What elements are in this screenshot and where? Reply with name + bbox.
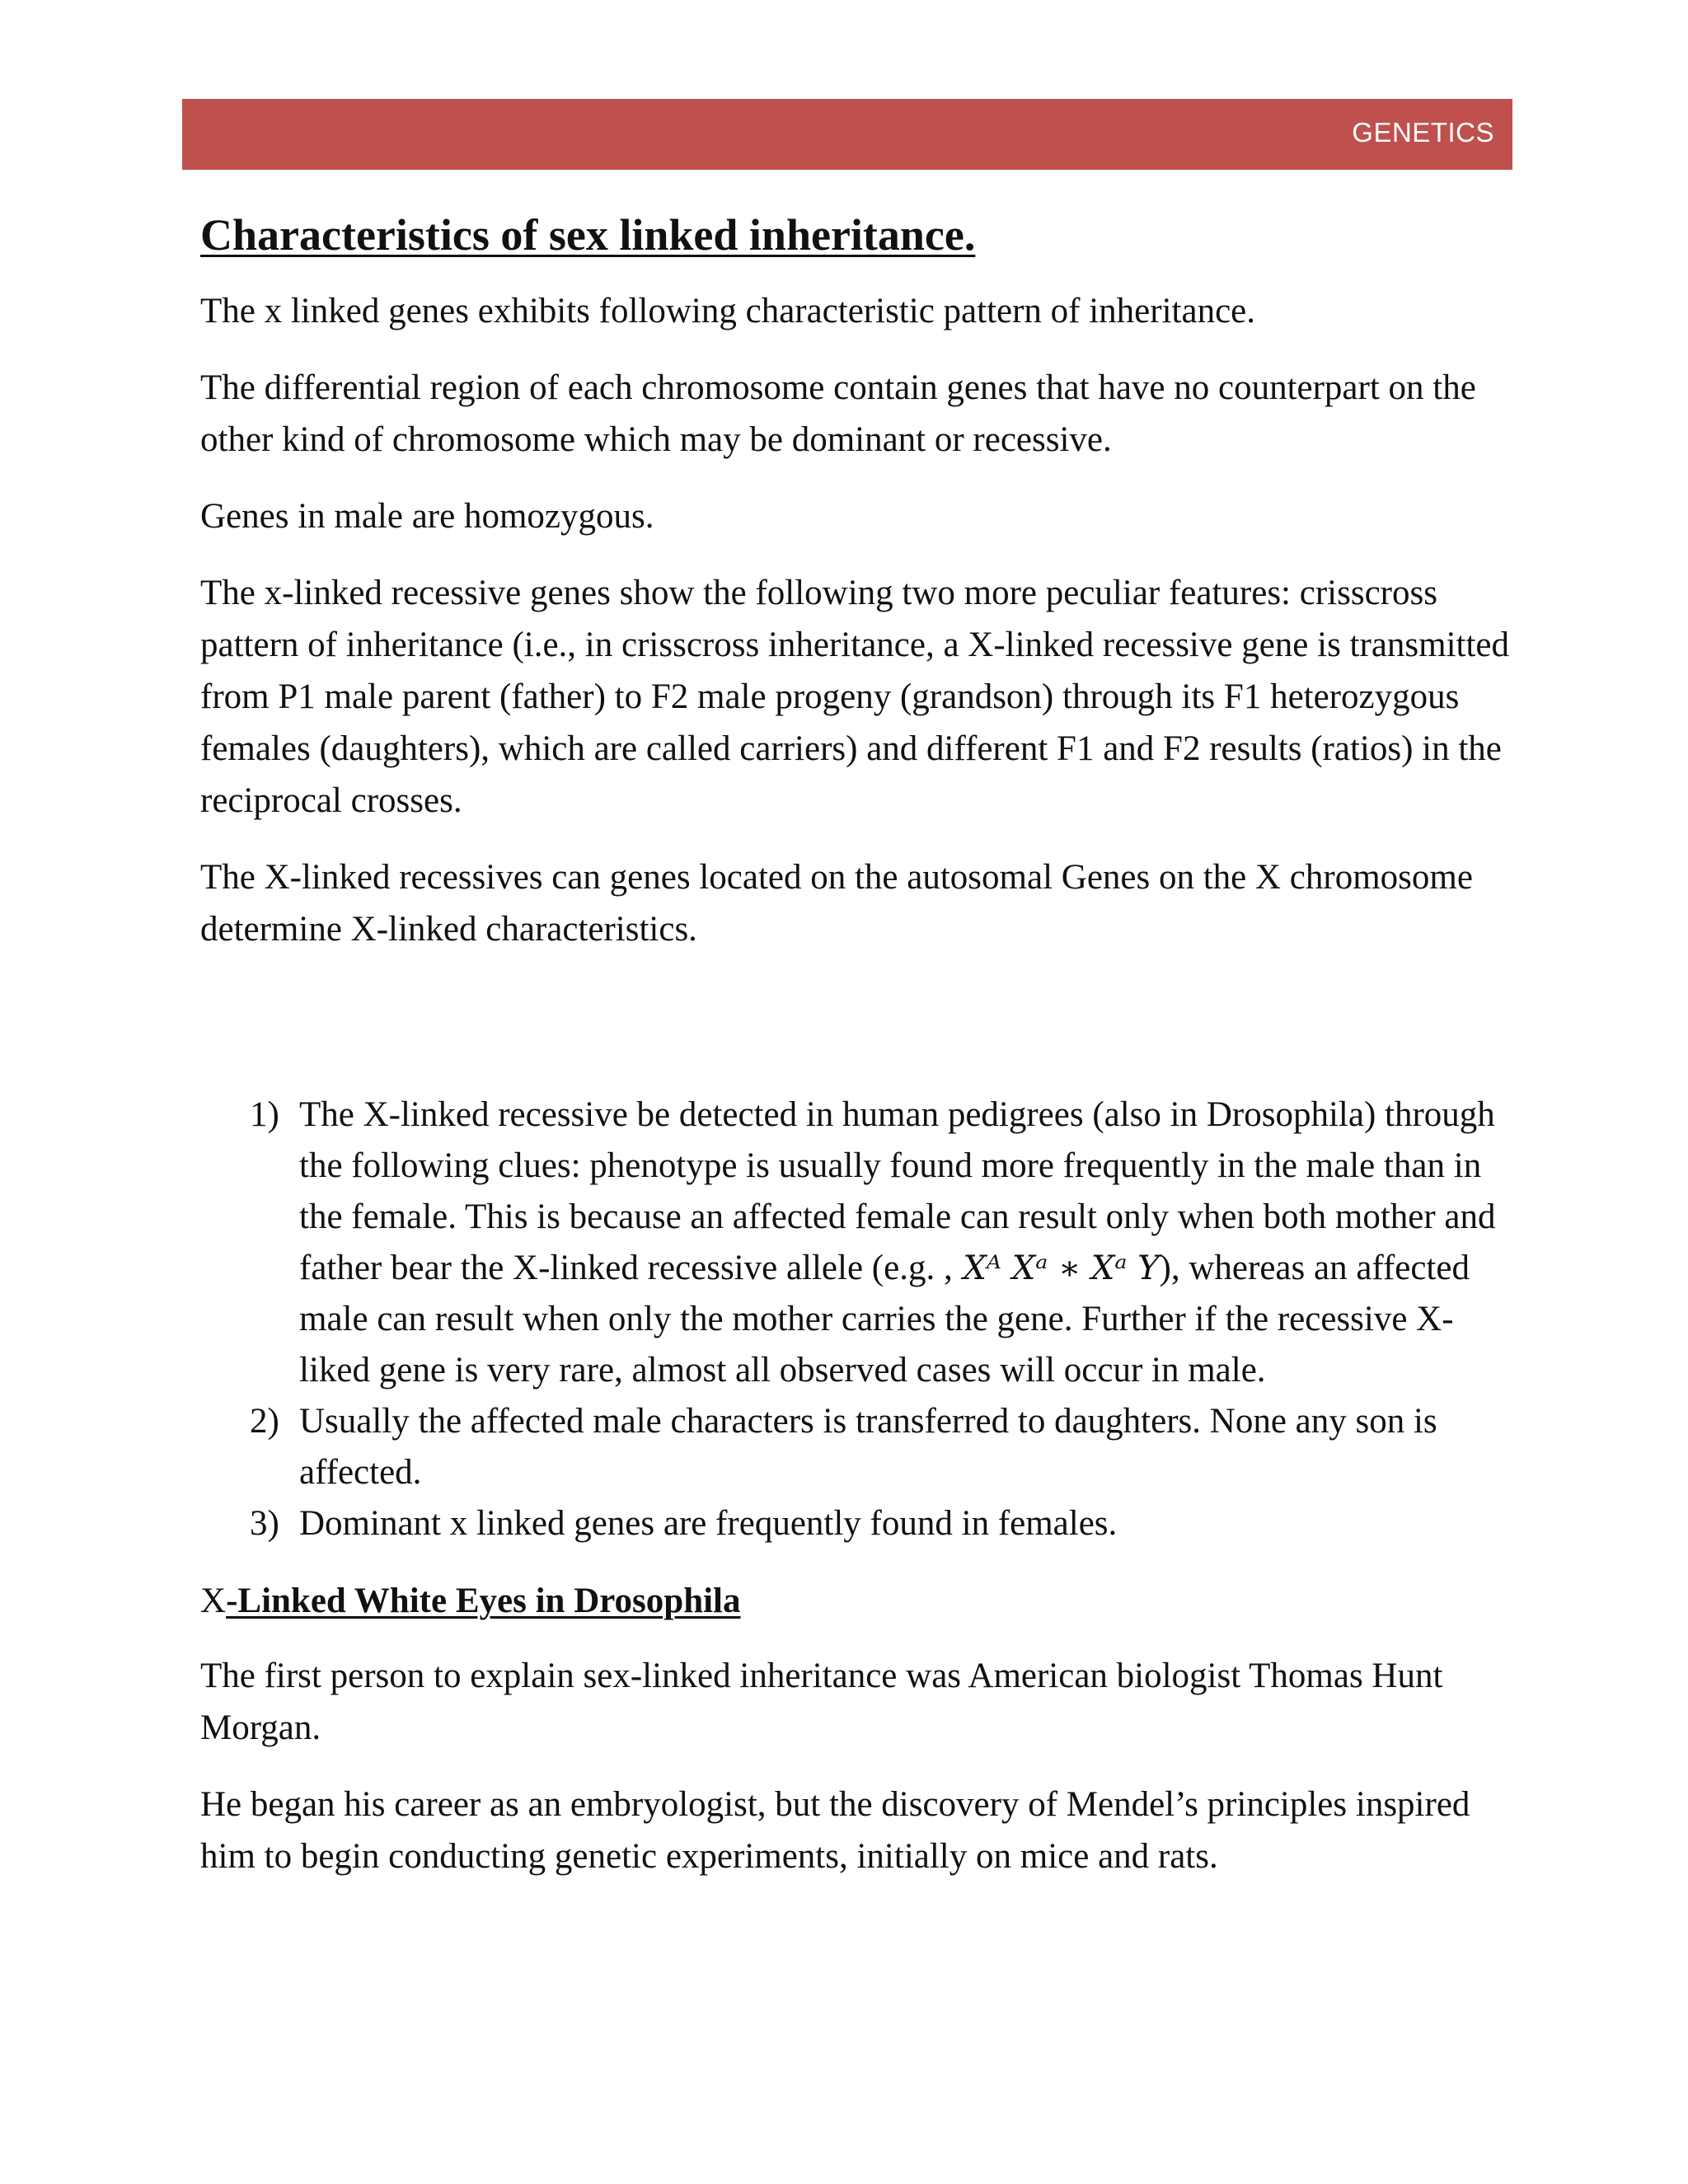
paragraph: The x linked genes exhibits following characteristic pattern of inheritance. bbox=[200, 292, 1255, 330]
section-heading-rest: -Linked White Eyes in Drosophila bbox=[226, 1582, 741, 1620]
paragraph: The x-linked recessive genes show the following two more peculiar features: crisscross pattern of inheritance (i.e., in crisscross inheritance, a X-linked recessive gene is transmitted from P1 male parent (father) to F2 male progeny (grandson) through its F1 heterozygous females (daughters), which are called carriers) and different F1 and F2 results (ratios) in the reciprocal crosses. bbox=[200, 574, 1510, 820]
page-title: Characteristics of sex linked inheritance. bbox=[200, 210, 976, 260]
paragraph: The first person to explain sex-linked inheritance was American biologist Thomas Hunt Morgan. bbox=[200, 1657, 1443, 1747]
paragraph: Genes in male are homozygous. bbox=[200, 497, 654, 536]
list-text: Dominant x linked genes are frequently found in females. bbox=[299, 1504, 1118, 1543]
document-body bbox=[200, 206, 1519, 1907]
list-item bbox=[200, 1090, 1519, 1396]
list-item bbox=[200, 1396, 1519, 1498]
list-text: Usually the affected male characters is transferred to daughters. None any son is affected. bbox=[299, 1402, 1437, 1492]
list-number: 2) bbox=[250, 1402, 279, 1441]
section-heading-first: X bbox=[200, 1582, 227, 1620]
list-number: 1) bbox=[250, 1095, 279, 1134]
section-heading bbox=[200, 1576, 1519, 1627]
paragraph: He began his career as an embryologist, but the discovery of Mendel’s principles inspired him to begin conducting genetic experiments, initially on mice and rats. bbox=[200, 1785, 1470, 1876]
math-expression: Xᴬ Xᵃ ∗ Xᵃ Y bbox=[952, 1249, 1160, 1287]
header-label: GENETICS bbox=[1352, 117, 1494, 148]
list-item bbox=[200, 1498, 1519, 1549]
spacer bbox=[200, 980, 1519, 1090]
list-number: 3) bbox=[250, 1504, 279, 1543]
paragraph: The X-linked recessives can genes located on the autosomal Genes on the X chromosome determine X-linked characteristics. bbox=[200, 858, 1473, 949]
header-band bbox=[182, 99, 1512, 170]
list-text: ), whereas an affected male can result when only the mother carries the gene. Further if the recessive X-liked gene is very rare, almost all observed cases will occur in male. bbox=[299, 1249, 1470, 1390]
paragraph: The differential region of each chromosome contain genes that have no counterpart on the other kind of chromosome which may be dominant or recessive. bbox=[200, 368, 1476, 459]
list-text: The X-linked recessive be detected in human pedigrees (also in Drosophila) through the following clues: phenotype is usually found more frequently in the male than in the female. This is because an affected female can result only when both mother and father bear the X-linked recessive allele (e.g. , bbox=[299, 1095, 1496, 1287]
numbered-list bbox=[200, 1090, 1519, 1549]
